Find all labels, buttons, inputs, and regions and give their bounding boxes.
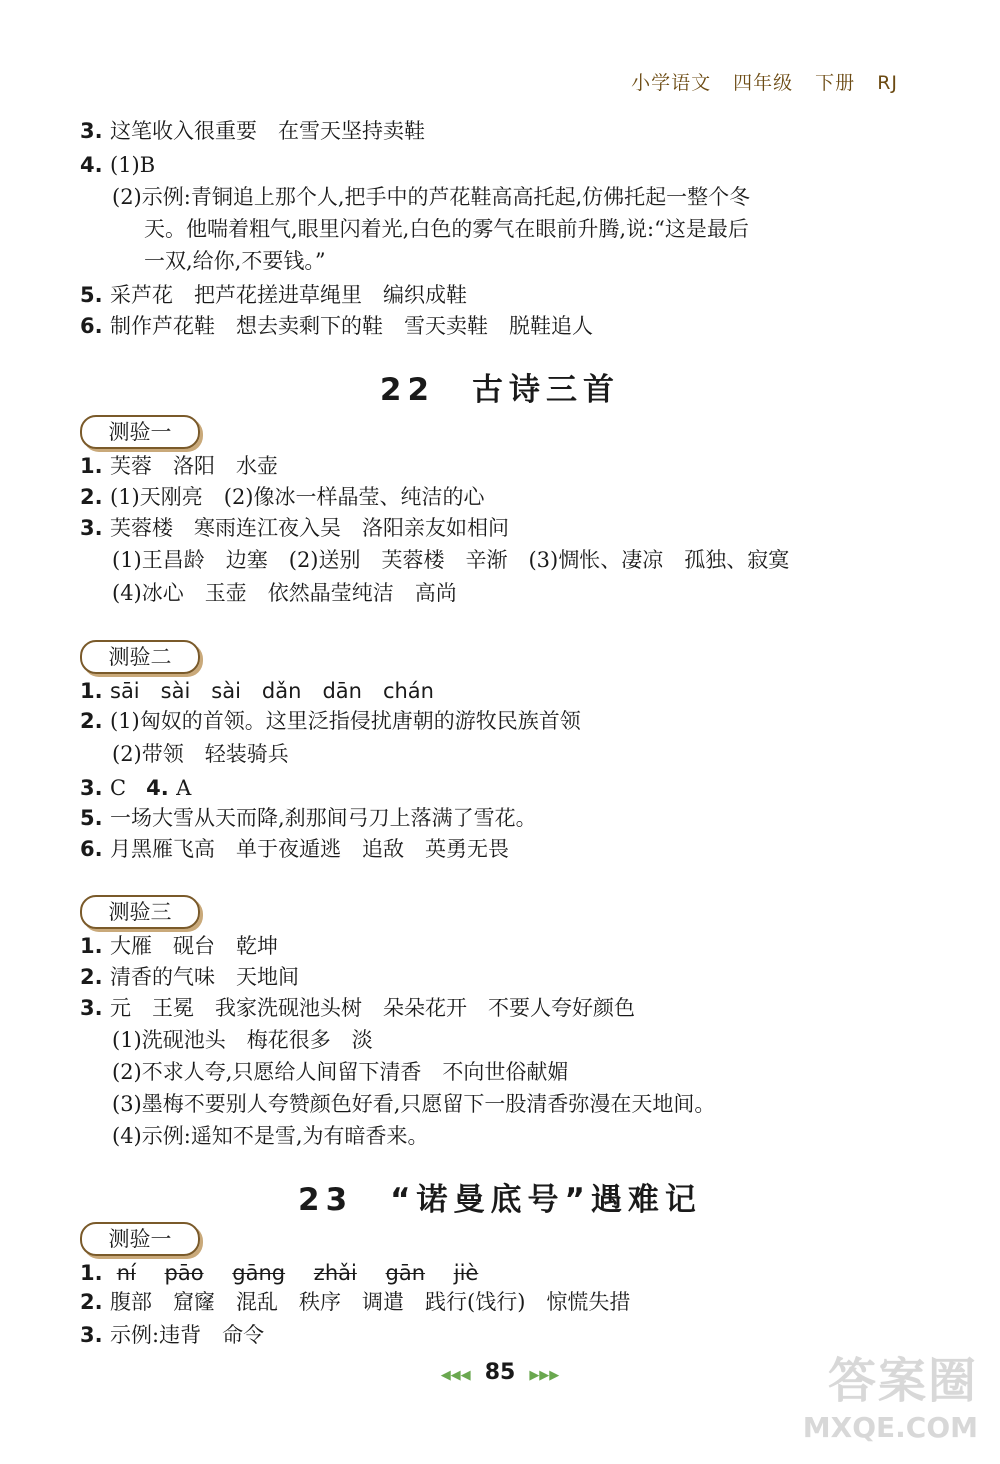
answer-line: 天。他喘着粗气,眼里闪着光,白色的雾气在眼前升腾,说:“这是最后 (144, 217, 749, 241)
answer-line: 1. 大雁 砚台 乾坤 (80, 934, 278, 958)
page-header (609, 68, 898, 95)
answer-line: (2)带领 轻装骑兵 (112, 742, 289, 766)
struck-pinyin: zhǎi (313, 1261, 357, 1285)
answer-line: 2. 腹部 窟窿 混乱 秩序 调遣 践行(饯行) 惊慌失措 (80, 1290, 631, 1314)
test-tag: 测验一 (80, 1222, 200, 1256)
answer-line: (3)墨梅不要别人夸赞颜色好看,只愿留下一股清香弥漫在天地间。 (112, 1092, 716, 1116)
header-grade: 四年级 (733, 72, 794, 94)
answer-line: 2. (1)天刚亮 (2)像冰一样晶莹、纯洁的心 (80, 485, 485, 509)
watermark-cn: 答案圈 (827, 1353, 978, 1409)
prev-arrows-icon: ◀◀◀ (440, 1368, 471, 1383)
answer-line: 1. sāi sài sài dǎn dān chán (80, 679, 434, 703)
answer-line: 3. 这笔收入很重要 在雪天坚持卖鞋 (80, 119, 425, 143)
header-subject: 小学语文 (631, 72, 712, 94)
watermark (803, 1342, 978, 1444)
section-title: 23 “诺曼底号”遇难记 (298, 1182, 702, 1218)
test-tag: 测验一 (80, 415, 200, 449)
section-title: 22 古诗三首 (379, 372, 621, 408)
struck-pinyin: ní (116, 1261, 136, 1285)
answer-line: 2. (1)匈奴的首领。这里泛指侵扰唐朝的游牧民族首领 (80, 709, 581, 733)
next-arrows-icon: ▶▶▶ (529, 1368, 560, 1383)
answer-line: 2. 清香的气味 天地间 (80, 965, 299, 989)
page-number: 85 (484, 1360, 516, 1385)
answer-line: 1. 芙蓉 洛阳 水壶 (80, 454, 278, 478)
answer-line: (2)不求人夸,只愿给人间留下清香 不向世俗献媚 (112, 1060, 569, 1084)
answer-line: 6. 制作芦花鞋 想去卖剩下的鞋 雪天卖鞋 脱鞋追人 (80, 314, 593, 338)
struck-pinyin: gāng (232, 1261, 286, 1285)
answer-line: (2)示例:青铜追上那个人,把手中的芦花鞋高高托起,仿佛托起一整个冬 (112, 185, 751, 209)
struck-pinyin: jiè (453, 1261, 479, 1285)
answer-line: 3. 芙蓉楼 寒雨连江夜入吴 洛阳亲友如相问 (80, 516, 509, 540)
header-edition: RJ (877, 72, 898, 94)
answer-line: 6. 月黑雁飞高 单于夜遁逃 追敌 英勇无畏 (80, 837, 509, 861)
answer-line: 3. 示例:违背 命令 (80, 1323, 265, 1347)
struck-pinyin: gān (385, 1261, 426, 1285)
answer-line: 1. ní pāo gāng zhǎi gān jiè (80, 1261, 479, 1285)
answer-line: 5. 采芦花 把芦花搓进草绳里 编织成鞋 (80, 283, 467, 307)
watermark-en: MXQE.COM (802, 1411, 978, 1444)
answer-line: (1)王昌龄 边塞 (2)送别 芙蓉楼 辛渐 (3)惆怅、凄凉 孤独、寂寞 (112, 548, 790, 572)
answer-line: 3. 元 王冕 我家洗砚池头树 朵朵花开 不要人夸好颜色 (80, 996, 635, 1020)
answer-line: 一双,给你,不要钱。” (144, 249, 326, 273)
test-tag: 测验三 (80, 895, 200, 929)
header-volume: 下册 (815, 72, 856, 94)
answer-line: (1)洗砚池头 梅花很多 淡 (112, 1028, 373, 1052)
struck-pinyin: pāo (164, 1261, 204, 1285)
answer-line: (4)冰心 玉壶 依然晶莹纯洁 高尚 (112, 581, 457, 605)
answer-line: (4)示例:遥知不是雪,为有暗香来。 (112, 1124, 429, 1148)
answer-line: 5. 一场大雪从天而降,刹那间弓刀上落满了雪花。 (80, 806, 537, 830)
answer-line: 3. C 4. A (80, 776, 192, 800)
answer-line: 4. (1)B (80, 153, 156, 177)
test-tag: 测验二 (80, 640, 200, 674)
